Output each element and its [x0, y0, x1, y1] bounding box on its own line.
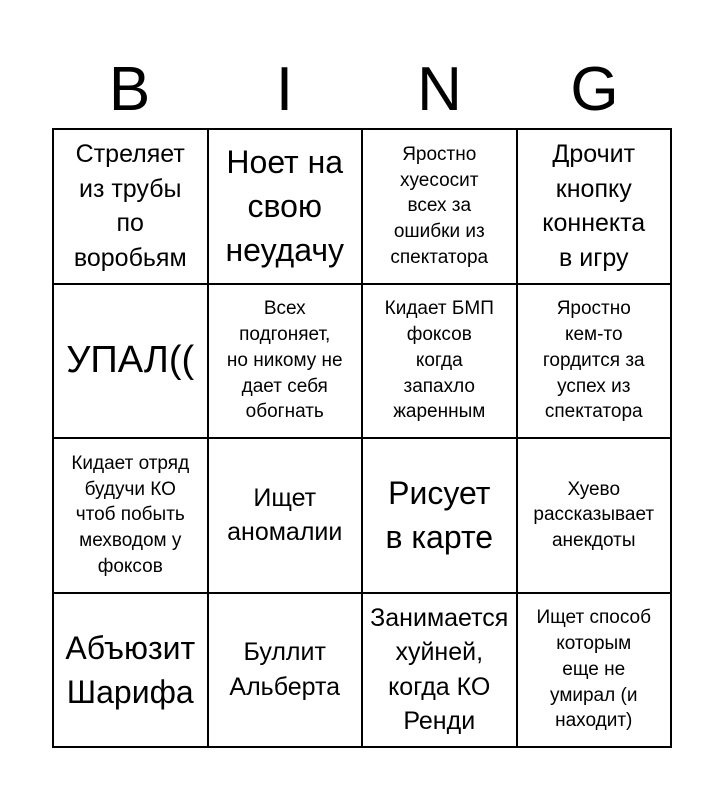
header-letter-g: G	[570, 55, 619, 124]
bingo-cell-r2c2[interactable]	[209, 285, 364, 440]
bingo-cell-r4c4[interactable]	[518, 594, 673, 749]
bingo-cell-text: Хуево рассказывает анекдоты	[533, 478, 655, 552]
bingo-cell-text: Кидает БМП фоксов когда запахло жаренным	[384, 298, 494, 423]
bingo-cell-text: Всех подгоняет, но никому не дает себя обогнать	[226, 298, 343, 423]
bingo-cell-text: Абъюзит Шарифа	[65, 629, 196, 710]
bingo-cell-text: Ищет аномалии	[227, 483, 343, 547]
bingo-cell-text: Стреляет из трубы по воробьям	[73, 140, 187, 272]
bingo-cell-r4c2[interactable]	[209, 594, 364, 749]
bingo-cell-text: Рисует в карте	[385, 475, 494, 556]
bingo-cell-text: УПАЛ((	[66, 339, 195, 381]
bingo-cell-text: Ноет на свою неудачу	[225, 144, 344, 269]
bingo-cell-text: Дрочит кнопку коннекта в игру	[542, 140, 646, 272]
bingo-cell-r4c3[interactable]	[363, 594, 518, 749]
bingo-cell-text: Яростно кем-то гордится за успех из спектатора	[542, 298, 645, 423]
header-letter-i: I	[275, 55, 294, 124]
bingo-cell-text: Занимается хуйней, когда КО Ренди	[370, 603, 509, 736]
bingo-board	[52, 128, 672, 748]
bingo-cell-r3c1[interactable]	[54, 439, 209, 594]
bingo-cell-text: Буллит Альберта	[229, 638, 341, 701]
bingo-cell-text: Кидает отряд будучи КО чтоб побыть мехводом у фоксов	[71, 452, 190, 577]
bingo-cell-r2c4[interactable]	[518, 285, 673, 440]
bingo-cell-r3c3[interactable]	[363, 439, 518, 594]
bingo-cell-text: Ищет способ которым еще не умирал (и находит)	[536, 607, 651, 732]
bingo-cell-text: Яростно хуесосит всех за ошибки из спектатора	[390, 143, 489, 268]
header-letter-n: N	[417, 55, 462, 124]
bingo-cell-r3c2[interactable]	[209, 439, 364, 594]
bingo-cell-r3c4[interactable]	[518, 439, 673, 594]
bingo-cell-r2c1[interactable]	[54, 285, 209, 440]
bingo-cell-r2c3[interactable]	[363, 285, 518, 440]
header-letter-b: B	[108, 55, 151, 124]
bingo-cell-r1c3[interactable]	[363, 130, 518, 285]
bingo-header	[52, 52, 672, 128]
bingo-cell-r1c1[interactable]	[54, 130, 209, 285]
bingo-cell-r1c2[interactable]	[209, 130, 364, 285]
bingo-cell-r1c4[interactable]	[518, 130, 673, 285]
bingo-cell-r4c1[interactable]	[54, 594, 209, 749]
